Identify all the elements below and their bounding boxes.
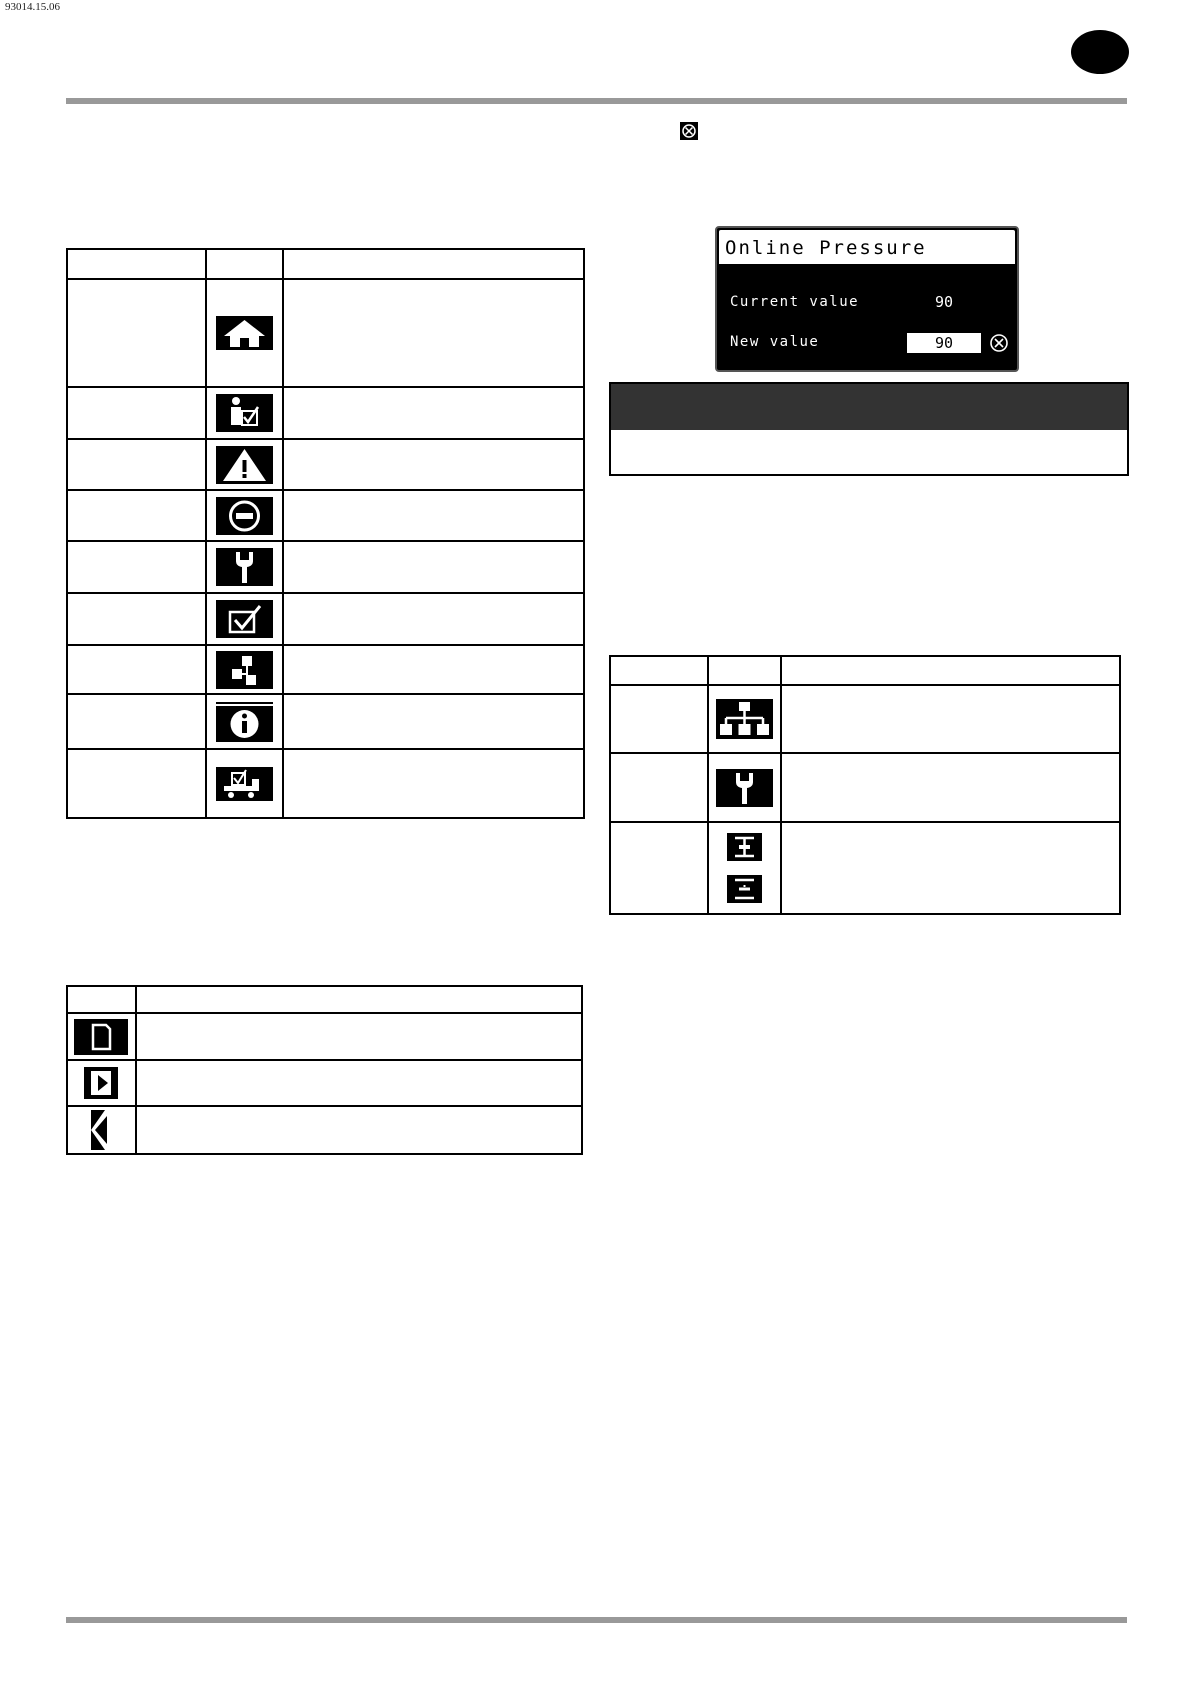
table-row [67, 694, 584, 749]
table-header-row [67, 249, 584, 279]
table-row [67, 593, 584, 645]
current-value: 90 [935, 293, 954, 311]
table-header-row [610, 656, 1120, 685]
wrench-icon [716, 769, 773, 807]
menu-tree-icon [716, 699, 773, 739]
function-keys-table [609, 655, 1121, 915]
home-icon [216, 316, 273, 350]
arrow-left-icon [91, 1110, 111, 1150]
stop-icon [216, 497, 273, 535]
table-row [67, 1060, 582, 1106]
wrench-icon [216, 548, 273, 586]
cancel-circle-icon[interactable] [989, 333, 1009, 358]
arrow-right-icon [84, 1067, 118, 1099]
page-icon [74, 1019, 128, 1055]
footer-rule [66, 1617, 1127, 1623]
table-row [67, 439, 584, 490]
header-rule [66, 98, 1127, 104]
menu-icons-table [66, 248, 585, 819]
document-code: 93014.15.06 [5, 1, 60, 13]
increase-icon [727, 833, 762, 861]
controller-display [715, 226, 1019, 372]
service-vehicle-icon [216, 767, 273, 801]
checkbox-icon [216, 600, 273, 638]
cancel-circle-icon [680, 122, 698, 140]
operator-check-icon [216, 394, 273, 432]
display-title: Online Pressure [719, 230, 1015, 264]
table-row [610, 685, 1120, 753]
navigation-icons-table [66, 985, 583, 1155]
new-value-label: New value [730, 334, 820, 350]
note-box [609, 382, 1129, 476]
table-row [610, 822, 1120, 914]
blocks-icon [216, 651, 273, 689]
info-icon [216, 702, 273, 742]
current-value-label: Current value [730, 294, 860, 310]
table-row [67, 1013, 582, 1060]
table-row [67, 387, 584, 439]
warning-icon [216, 446, 273, 484]
note-header [611, 384, 1127, 430]
table-row [67, 749, 584, 818]
new-value-field[interactable]: 90 [907, 333, 981, 353]
table-row [67, 490, 584, 541]
language-badge [1071, 30, 1129, 74]
table-row [610, 753, 1120, 822]
table-header-row [67, 986, 582, 1013]
table-row [67, 645, 584, 694]
table-row [67, 1106, 582, 1154]
table-row [67, 279, 584, 387]
table-row [67, 541, 584, 593]
decrease-icon [727, 875, 762, 903]
